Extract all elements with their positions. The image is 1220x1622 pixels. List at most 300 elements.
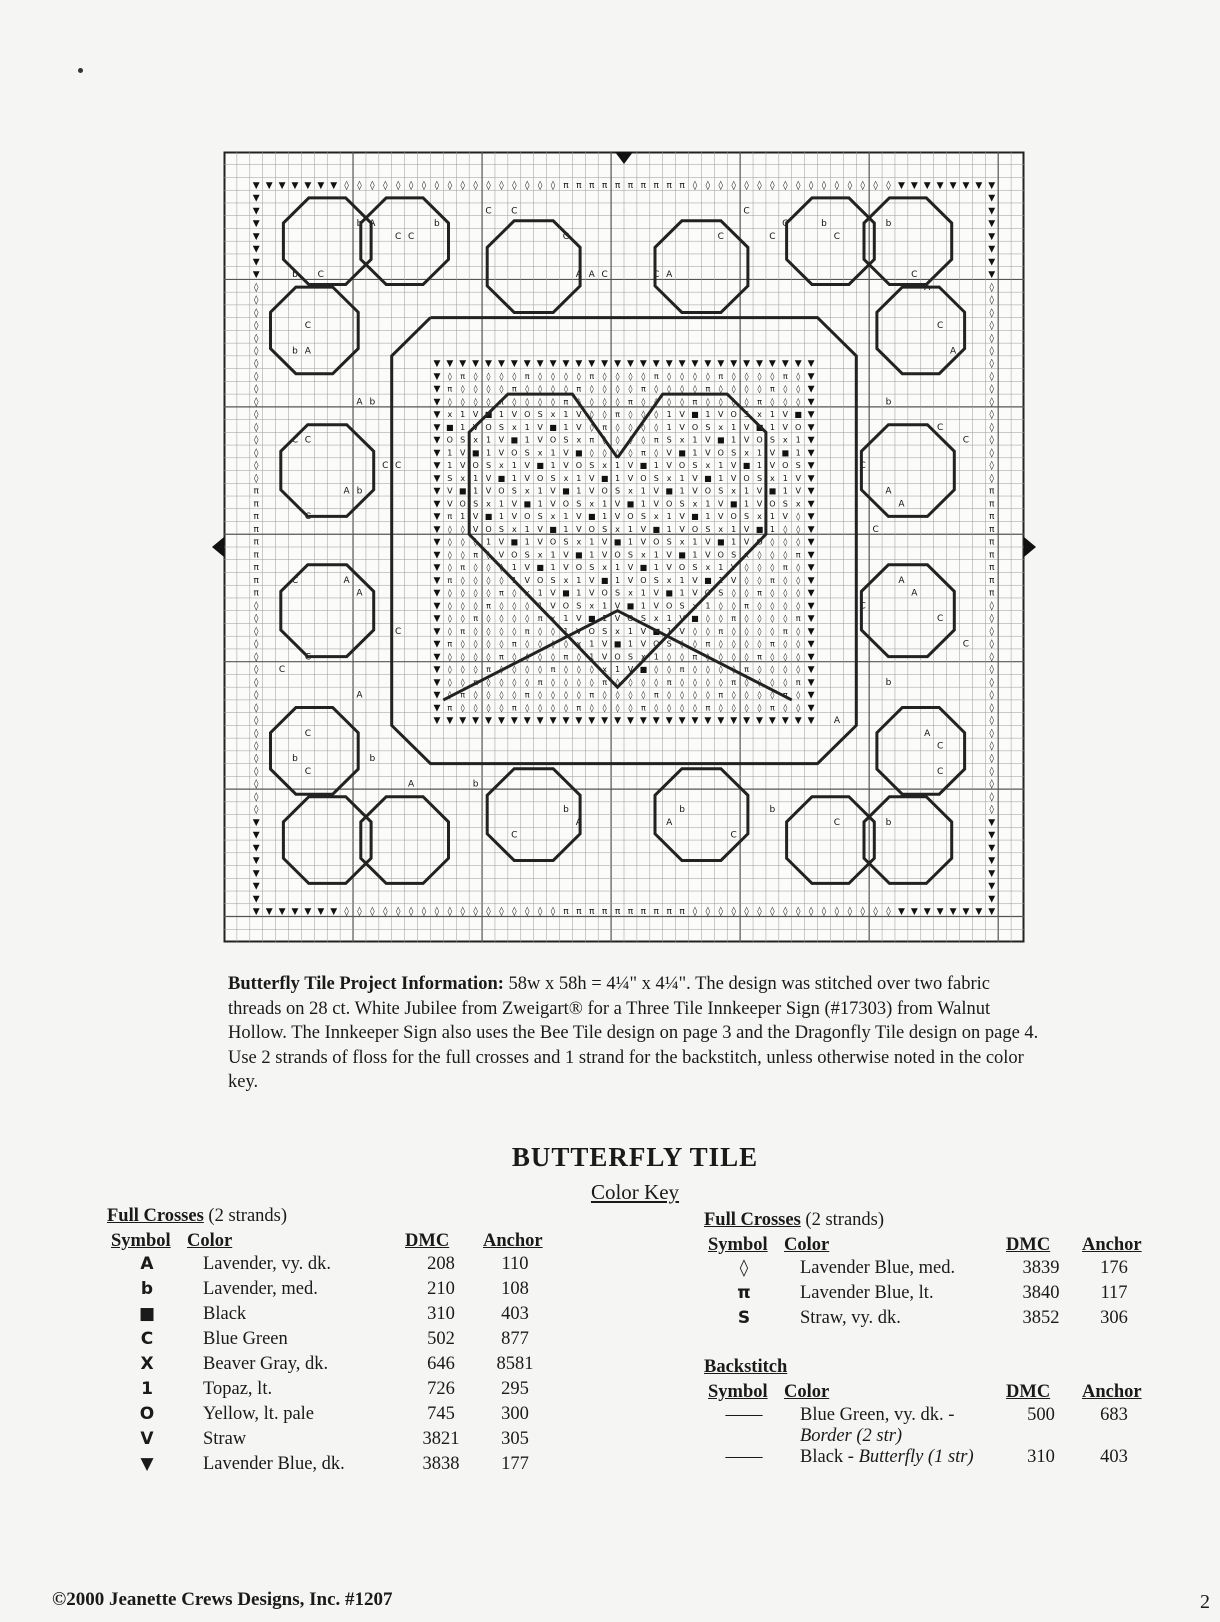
chart-symbol: 1: [460, 410, 466, 420]
chart-symbol: O: [782, 461, 789, 471]
chart-symbol: ◊: [512, 180, 517, 191]
chart-symbol: V: [666, 550, 672, 560]
chart-symbol: x: [744, 448, 749, 458]
chart-symbol: C: [833, 817, 841, 828]
chart-symbol: C: [407, 231, 415, 242]
chart-symbol: ◊: [744, 563, 749, 573]
chart-symbol: ◊: [460, 614, 465, 624]
chart-symbol: ◊: [692, 703, 697, 713]
chart-symbol: O: [769, 499, 776, 509]
chart-symbol: π: [782, 690, 788, 700]
chart-symbol: O: [614, 550, 621, 560]
chart-symbol: 1: [666, 422, 672, 432]
key-color-name: Topaz, lt.: [203, 1379, 273, 1399]
chart-symbol: ◊: [460, 652, 465, 662]
chart-symbol: x: [718, 524, 724, 534]
chart-symbol: ▼: [807, 665, 815, 676]
chart-symbol: ▼: [523, 716, 531, 727]
chart-symbol: S: [666, 435, 672, 445]
chart-symbol: 1: [550, 563, 556, 573]
chart-symbol: π: [653, 180, 659, 191]
chart-symbol: ▼: [678, 716, 686, 727]
chart-symbol: ◊: [447, 601, 452, 611]
chart-symbol: ◊: [796, 652, 801, 662]
chart-symbol: ◊: [563, 371, 568, 381]
chart-symbol: ◊: [254, 728, 259, 739]
chart-symbol: π: [447, 512, 453, 522]
chart-symbol: S: [524, 448, 530, 458]
chart-symbol: π: [731, 614, 737, 624]
chart-symbol: V: [640, 524, 647, 534]
chart-symbol: b: [356, 486, 363, 497]
chart-symbol: b: [885, 817, 892, 828]
chart-symbol: ◊: [680, 690, 685, 700]
chart-symbol: ◊: [473, 384, 478, 394]
chart-symbol: ■: [600, 473, 609, 483]
chart-symbol: ◊: [654, 422, 659, 432]
chart-symbol: ▼: [988, 868, 996, 879]
chart-symbol: O: [588, 626, 595, 636]
chart-symbol: ■: [729, 499, 738, 509]
chart-symbol: π: [989, 499, 995, 510]
chart-symbol: ◊: [783, 665, 788, 675]
chart-symbol: ▼: [975, 907, 983, 918]
chart-symbol: ▼: [794, 359, 802, 370]
chart-symbol: V: [795, 473, 801, 483]
chart-symbol: ◊: [499, 665, 504, 675]
chart-symbol: π: [614, 907, 621, 918]
chart-symbol: π: [511, 384, 517, 394]
chart-symbol: S: [576, 499, 582, 509]
chart-symbol: A: [356, 690, 363, 701]
chart-symbol: ◊: [460, 588, 465, 598]
chart-symbol: ◊: [705, 907, 711, 918]
chart-symbol: S: [627, 550, 633, 560]
chart-symbol: ◊: [680, 397, 685, 407]
chart-symbol: O: [678, 563, 686, 573]
chart-symbol: V: [498, 550, 505, 560]
chart-symbol: ▼: [433, 690, 441, 701]
chart-symbol: ◊: [989, 333, 994, 344]
backstitch-color-name: Black - Butterfly (1 str): [800, 1447, 974, 1467]
chart-symbol: ◊: [770, 537, 775, 547]
chart-symbol: x: [589, 499, 595, 509]
chart-symbol: 1: [602, 512, 608, 522]
key-row: [107, 1429, 553, 1454]
chart-symbol: x: [524, 486, 530, 496]
chart-symbol: ▼: [278, 180, 286, 191]
chart-symbol: ◊: [538, 397, 543, 407]
chart-symbol: ◊: [705, 626, 710, 636]
chart-symbol: ▼: [988, 219, 996, 230]
chart-symbol: ▼: [549, 359, 557, 370]
chart-symbol: C: [717, 231, 724, 242]
chart-symbol: O: [511, 448, 518, 458]
chart-symbol: ▼: [910, 180, 918, 191]
col-anchor: Anchor: [483, 1231, 543, 1251]
chart-symbol: b: [769, 805, 776, 816]
chart-symbol: ◊: [770, 614, 775, 624]
chart-symbol: ▼: [807, 537, 815, 548]
chart-symbol: S: [460, 435, 466, 445]
chart-symbol: V: [550, 499, 556, 509]
chart-symbol: O: [498, 486, 505, 496]
chart-symbol: ▼: [433, 512, 441, 523]
key-color-name: Blue Green: [203, 1329, 288, 1349]
chart-symbol: b: [434, 219, 440, 230]
chart-symbol: ▼: [988, 817, 996, 828]
chart-symbol: ▼: [936, 180, 944, 191]
chart-symbol: x: [615, 524, 620, 534]
chart-symbol: π: [601, 907, 608, 918]
chart-symbol: A: [408, 779, 415, 790]
chart-symbol: ▼: [614, 359, 622, 370]
chart-symbol: S: [589, 563, 595, 573]
chart-symbol: ◊: [254, 741, 259, 752]
chart-symbol: V: [756, 486, 763, 496]
key-dmc: 502: [427, 1329, 455, 1349]
chart-symbol: ◊: [796, 639, 801, 649]
chart-symbol: ■: [794, 410, 802, 420]
chart-symbol: 1: [756, 461, 763, 471]
chart-symbol: ◊: [680, 639, 685, 649]
chart-symbol: ◊: [731, 652, 736, 662]
chart-symbol: ◊: [796, 690, 801, 700]
chart-symbol: ▼: [949, 907, 957, 918]
chart-symbol: ◊: [525, 397, 530, 407]
chart-symbol: S: [447, 473, 453, 483]
chart-symbol: ◊: [473, 907, 478, 918]
chart-symbol: π: [627, 180, 634, 191]
chart-symbol: V: [653, 601, 660, 611]
chart-symbol: ◊: [654, 448, 659, 458]
chart-symbol: ◊: [667, 703, 672, 713]
chart-symbol: ◊: [589, 677, 594, 687]
chart-symbol: C: [395, 626, 402, 637]
chart-symbol: π: [499, 397, 504, 407]
chart-symbol: ◊: [770, 371, 775, 381]
chart-symbol: ◊: [731, 384, 736, 394]
chart-symbol: ◊: [460, 537, 465, 547]
chart-symbol: π: [589, 907, 595, 918]
chart-symbol: ◊: [770, 563, 775, 573]
chart-symbol: x: [602, 563, 608, 573]
chart-symbol: A: [898, 499, 905, 510]
chart-symbol: π: [511, 639, 517, 649]
chart-symbol: ◊: [989, 397, 994, 408]
chart-symbol: ▼: [265, 907, 273, 918]
chart-symbol: b: [369, 397, 376, 408]
chart-symbol: ◊: [628, 677, 633, 687]
chart-symbol: ▼: [988, 881, 996, 892]
chart-symbol: ◊: [486, 550, 491, 560]
chart-symbol: ◊: [989, 346, 994, 357]
chart-symbol: ■: [678, 448, 686, 458]
chart-symbol: 1: [653, 563, 659, 573]
chart-symbol: π: [589, 690, 595, 700]
key-symbol: ■: [138, 1304, 156, 1324]
chart-symbol: ◊: [538, 384, 543, 394]
chart-symbol: ◊: [692, 639, 697, 649]
chart-symbol: ▼: [433, 371, 441, 382]
chart-symbol: ◊: [524, 907, 530, 918]
chart-symbol: ▼: [807, 384, 815, 395]
chart-symbol: ◊: [512, 626, 517, 636]
chart-symbol: x: [615, 626, 620, 636]
chart-symbol: ■: [755, 422, 764, 432]
chart-symbol: ◊: [408, 907, 414, 918]
chart-symbol: 1: [679, 473, 685, 483]
chart-symbol: V: [795, 486, 801, 496]
chart-symbol: ◊: [731, 371, 736, 381]
chart-symbol: ◊: [680, 677, 685, 687]
chart-symbol: ◊: [370, 180, 375, 191]
chart-symbol: ▼: [497, 716, 505, 727]
chart-symbol: A: [924, 282, 931, 293]
chart-symbol: ◊: [886, 907, 891, 918]
chart-symbol: ◊: [615, 371, 620, 381]
chart-symbol: O: [666, 499, 673, 509]
chart-symbol: ▼: [433, 435, 441, 446]
chart-symbol: ■: [510, 537, 519, 547]
chart-symbol: 1: [705, 512, 711, 522]
chart-symbol: x: [550, 410, 556, 420]
chart-symbol: ▼: [433, 626, 441, 637]
chart-symbol: ▼: [317, 180, 325, 191]
chart-symbol: ◊: [473, 703, 478, 713]
chart-symbol: ▼: [988, 206, 996, 217]
chart-symbol: V: [472, 410, 479, 420]
chart-symbol: x: [550, 614, 556, 624]
chart-symbol: ▼: [988, 830, 996, 841]
chart-symbol: b: [369, 754, 376, 765]
chart-symbol: V: [511, 410, 518, 420]
chart-symbol: V: [679, 512, 685, 522]
chart-symbol: ◊: [254, 779, 259, 790]
chart-symbol: x: [628, 486, 633, 496]
chart-symbol: ◊: [796, 524, 801, 534]
chart-symbol: V: [705, 435, 711, 445]
chart-symbol: ◊: [460, 180, 465, 191]
chart-symbol: 1: [511, 473, 517, 483]
chart-symbol: 1: [563, 512, 569, 522]
chart-symbol: 1: [485, 537, 492, 547]
chart-symbol: O: [730, 410, 737, 420]
chart-symbol: ◊: [512, 371, 517, 381]
chart-symbol: ◊: [589, 665, 594, 675]
chart-symbol: π: [718, 690, 724, 700]
chart-symbol: 1: [460, 512, 466, 522]
chart-symbol: O: [562, 601, 570, 611]
chart-symbol: 1: [602, 601, 608, 611]
chart-symbol: ◊: [718, 601, 723, 611]
chart-symbol: ▼: [988, 856, 996, 867]
chart-symbol: ▼: [562, 359, 570, 370]
chart-symbol: O: [730, 512, 737, 522]
chart-symbol: ◊: [551, 703, 556, 713]
chart-symbol: V: [576, 410, 582, 420]
chart-symbol: ◊: [744, 371, 749, 381]
chart-symbol: π: [524, 371, 530, 381]
chart-symbol: ◊: [460, 575, 465, 585]
chart-symbol: ▼: [923, 180, 931, 191]
chart-symbol: 1: [473, 473, 479, 483]
chart-symbol: S: [653, 473, 659, 483]
chart-symbol: V: [588, 473, 595, 483]
chart-symbol: ◊: [692, 665, 697, 675]
chart-symbol: ▼: [523, 359, 531, 370]
chart-symbol: ▼: [807, 512, 815, 523]
chart-symbol: ◊: [847, 907, 853, 918]
chart-symbol: ◊: [989, 435, 994, 446]
chart-symbol: ◊: [486, 397, 491, 407]
chart-symbol: ▼: [794, 716, 802, 727]
key-anchor: 108: [501, 1279, 529, 1299]
chart-symbol: x: [718, 422, 724, 432]
chart-symbol: ◊: [499, 703, 504, 713]
full-crosses-heading: Full Crosses (2 strands): [107, 1206, 288, 1226]
chart-symbol: 1: [550, 448, 556, 458]
key-color-name: Beaver Gray, dk.: [203, 1354, 329, 1374]
col-symbol: Symbol: [708, 1382, 768, 1402]
chart-symbol: S: [615, 486, 621, 496]
chart-symbol: ◊: [989, 461, 994, 472]
chart-symbol: ◊: [421, 180, 427, 191]
chart-symbol: ◊: [254, 308, 259, 319]
chart-symbol: π: [589, 435, 595, 445]
chart-symbol: S: [524, 550, 530, 560]
chart-symbol: π: [744, 601, 749, 611]
chart-symbol: ◊: [434, 907, 440, 918]
chart-symbol: V: [550, 486, 556, 496]
key-row: [107, 1379, 553, 1404]
chart-symbol: ◊: [524, 180, 530, 191]
chart-symbol: ▼: [730, 359, 738, 370]
chart-symbol: ▼: [781, 716, 789, 727]
chart-symbol: ◊: [795, 907, 801, 918]
chart-symbol: 1: [627, 639, 633, 649]
chart-symbol: ◊: [525, 652, 530, 662]
chart-symbol: ◊: [783, 537, 788, 547]
chart-symbol: π: [576, 384, 582, 394]
chart-symbol: ◊: [486, 384, 491, 394]
key-row: [107, 1304, 553, 1329]
chart-symbol: V: [705, 448, 711, 458]
chart-symbol: π: [757, 397, 762, 407]
chart-symbol: ◊: [460, 550, 465, 560]
chart-symbol: ◊: [744, 639, 749, 649]
chart-symbol: ◊: [447, 524, 452, 534]
chart-symbol: 1: [666, 512, 672, 522]
key-symbol: O: [139, 1404, 155, 1424]
chart-symbol: ◊: [254, 754, 259, 765]
chart-symbol: ▼: [433, 575, 441, 586]
chart-symbol: S: [537, 512, 543, 522]
chart-symbol: ▼: [433, 473, 441, 484]
chart-symbol: π: [989, 588, 995, 599]
chart-symbol: ◊: [680, 371, 685, 381]
chart-symbol: ◊: [537, 907, 543, 918]
chart-symbol: 1: [769, 410, 775, 420]
chart-symbol: ■: [639, 461, 648, 471]
chart-symbol: ◊: [499, 614, 504, 624]
chart-symbol: ■: [471, 448, 480, 458]
chart-symbol: 1: [537, 486, 543, 496]
chart-symbol: π: [692, 397, 698, 407]
chart-symbol: 1: [576, 575, 582, 585]
chart-symbol: ◊: [460, 703, 465, 713]
chart-symbol: ◊: [512, 601, 517, 611]
chart-symbol: V: [614, 601, 621, 611]
chart-symbol: ▼: [536, 716, 544, 727]
chart-symbol: S: [666, 537, 672, 547]
chart-symbol: ▼: [807, 690, 815, 701]
chart-symbol: C: [304, 766, 312, 777]
chart-symbol: π: [744, 665, 749, 675]
chart-symbol: ◊: [796, 371, 801, 381]
chart-symbol: ◊: [654, 665, 659, 675]
chart-symbol: ◊: [486, 371, 491, 381]
chart-symbol: x: [640, 550, 646, 560]
chart-symbol: 1: [563, 422, 569, 432]
key-color-name: Lavender, med.: [203, 1279, 318, 1299]
chart-symbol: 1: [666, 524, 672, 534]
chart-symbol: ◊: [796, 537, 801, 547]
chart-symbol: V: [588, 486, 595, 496]
chart-symbol: S: [473, 499, 479, 509]
chart-symbol: ■: [626, 601, 635, 611]
chart-symbol: O: [524, 512, 531, 522]
chart-symbol: π: [769, 639, 775, 649]
chart-symbol: ◊: [460, 397, 465, 407]
chart-symbol: 1: [640, 601, 646, 611]
chart-symbol: ◊: [731, 639, 736, 649]
col-dmc: DMC: [405, 1231, 450, 1251]
chart-symbol: O: [704, 588, 712, 598]
chart-symbol: ▼: [652, 359, 660, 370]
chart-symbol: O: [562, 499, 570, 509]
chart-symbol: ◊: [873, 180, 878, 191]
key-dmc: 726: [427, 1379, 455, 1399]
chart-symbol: ▼: [252, 868, 260, 879]
chart-symbol: ◊: [589, 384, 594, 394]
chart-symbol: x: [563, 473, 569, 483]
chart-symbol: V: [601, 550, 608, 560]
chart-symbol: ■: [613, 537, 622, 547]
chart-symbol: ▼: [626, 716, 634, 727]
chart-symbol: ▼: [252, 231, 260, 242]
chart-symbol: x: [511, 524, 517, 534]
chart-symbol: ■: [678, 550, 686, 560]
chart-symbol: V: [459, 461, 466, 471]
chart-symbol: π: [640, 180, 647, 191]
chart-symbol: ■: [510, 435, 519, 445]
chart-symbol: ▼: [639, 716, 647, 727]
chart-symbol: ◊: [254, 805, 259, 816]
chart-symbol: O: [601, 588, 608, 598]
chart-symbol: ◊: [254, 461, 259, 472]
chart-symbol: V: [627, 563, 634, 573]
chart-symbol: ◊: [989, 766, 994, 777]
key-color-name: Yellow, lt. pale: [203, 1404, 314, 1424]
chart-symbol: ◊: [486, 588, 491, 598]
chart-symbol: π: [253, 575, 259, 586]
chart-symbol: ◊: [654, 384, 659, 394]
chart-symbol: V: [782, 410, 789, 420]
chart-symbol: ◊: [589, 410, 594, 420]
key-dmc: 646: [427, 1354, 455, 1374]
chart-symbol: S: [576, 601, 582, 611]
